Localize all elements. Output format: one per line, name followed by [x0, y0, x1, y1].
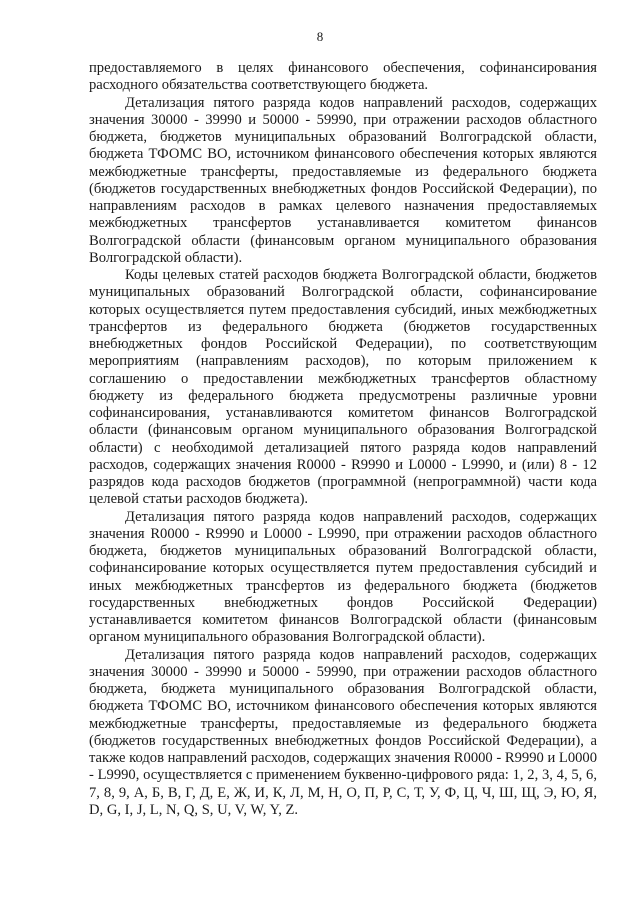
- paragraph-detail-r-l-codes: Детализация пятого разряда кодов направлений расходов, содержащих значения R0000 - R9990 и L0000 - L9990, при отражении расходов областного бюджета, бюджетов муниципальных образований Волгоградской области, софинансирование которых осуществляется путем предоставления субсидий и иных межбюджетных трансфертов из федерального бюджета (бюджетов государственных внебюджетных фондов Российской Федерации) устанавливается комитетом финансов Волгоградской области (финансовым органом муниципального образования Волгоградской области).: [89, 508, 597, 646]
- page-number: 8: [316, 29, 324, 44]
- paragraph-alphanumeric-series: Детализация пятого разряда кодов направлений расходов, содержащих значения 30000 - 39990 и 50000 - 59990, при отражении расходов областного бюджета, бюджета муниципального образования Волгоградской области, бюджета ТФОМС ВО, источником финансового обеспечения которых являются межбюджетные трансферты, предоставляемые из федерального бюджета (бюджетов государственных внебюджетных фондов Российской Федерации), а также кодов направлений расходов, содержащих значения R0000 - R9990 и L0000 - L9990, осуществляется с применением буквенно-цифрового ряда: 1, 2, 3, 4, 5, 6, 7, 8, 9, А, Б, В, Г, Д, Е, Ж, И, К, Л, М, Н, О, П, Р, С, Т, У, Ф, Ц, Ч, Ш, Щ, Э, Ю, Я, D, G, I, J, L, N, Q, S, U, V, W, Y, Z.: [89, 646, 598, 818]
- paragraph-target-article-codes: Коды целевых статей расходов бюджета Волгоградской области, бюджетов муниципальных образований Волгоградской области, софинансирование которых осуществляется путем предоставления субсидий, иных межбюджетных трансфертов из федерального бюджета (бюджетов государственных внебюджетных фондов Российской Федерации), по соответствующим мероприятиям (направлениям расходов), по которым приложением к соглашению о предоставлении межбюджетных трансфертов областному бюджету из федерального бюджета предусмотрены различные уровни софинансирования, устанавливаются комитетом финансов Волгоградской области (финансовым органом муниципального образования Волгоградской области) с необходимой детализацией пятого разряда кодов направлений расходов, содержащих значения R0000 - R9990 и L0000 - L9990, и (или) 8 - 12 разрядов кода расходов бюджетов (программной (непрограммной) части кода целевой статьи расходов бюджета).: [89, 267, 597, 508]
- paragraph-detail-30000-59990: Детализация пятого разряда кодов направлений расходов, содержащих значения 30000 - 39990 и 50000 - 59990, при отражении расходов областного бюджета, бюджетов муниципальных образований Волгоградской области, бюджета ТФОМС ВО, источником финансового обеспечения которых являются межбюджетные трансферты, предоставляемые из федерального бюджета (бюджетов государственных внебюджетных фондов Российской Федерации), по направлениям расходов в рамках целевого назначения предоставляемых межбюджетных трансфертов устанавливается комитетом финансов Волгоградской области (финансовым органом муниципального образования Волгоградской области).: [89, 94, 597, 266]
- paragraph-continuation: предоставляемого в целях финансового обеспечения, софинансирования расходного обязательства соответствующего бюджета.: [89, 60, 597, 94]
- document-body: [89, 60, 597, 819]
